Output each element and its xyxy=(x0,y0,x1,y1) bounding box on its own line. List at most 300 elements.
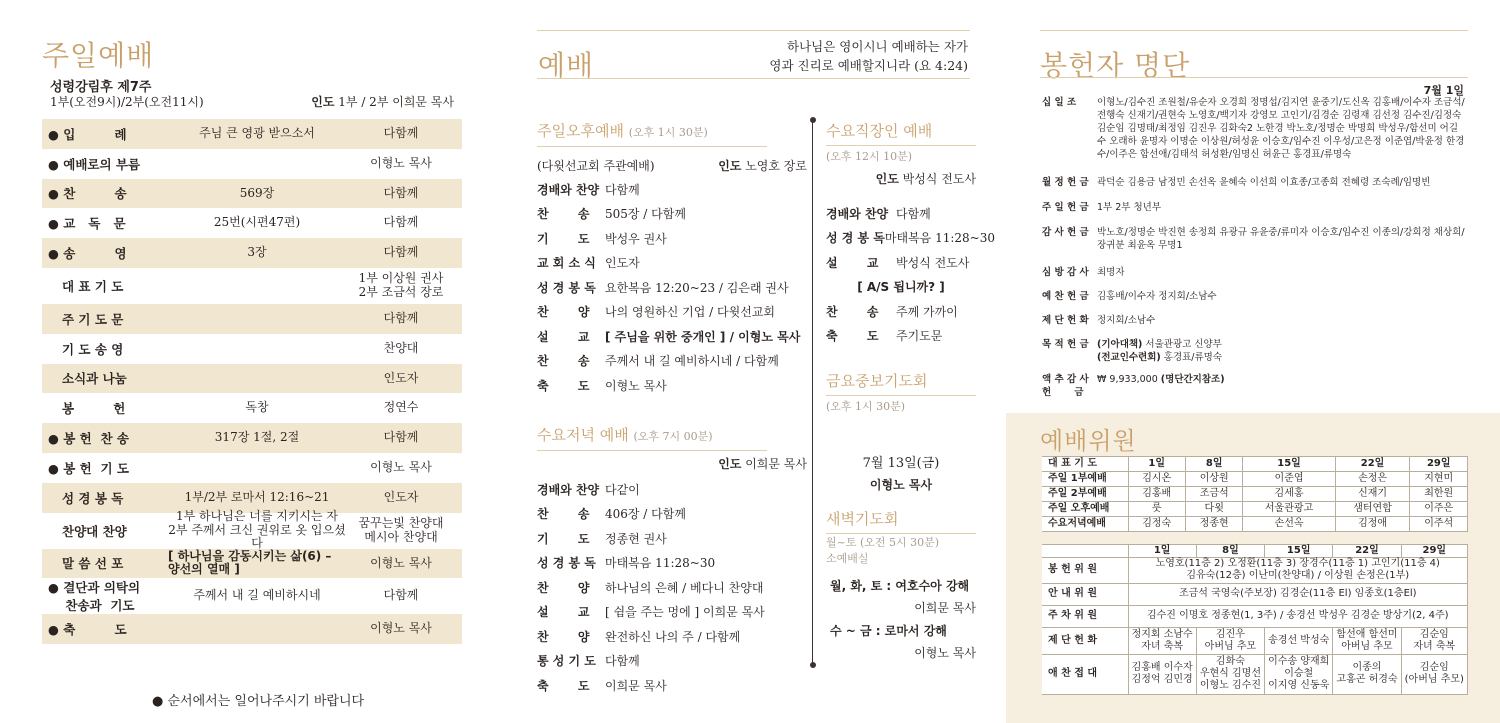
service-row xyxy=(826,324,976,349)
table-cell: 노영호(11층 2) 오정환(11층 3) 장경수(11층 1) 고인기(11층 4) 김유숙(12층) 이난미(찬양대) / 이상원 손정은(1부) xyxy=(1128,558,1468,583)
service-item-detail: 이희문 목사 xyxy=(605,678,667,693)
dawn-line-2: 수 ~ 금 : 로마서 강해 xyxy=(830,623,947,638)
service-item-name: 교 회 소 식 xyxy=(537,256,596,271)
service-item-detail: 마태복음 11:28~30 xyxy=(605,556,716,571)
service-item-name: 경배와 찬양 xyxy=(537,482,600,497)
committee-title: 예배위원 xyxy=(1040,427,1137,455)
donor-group: (기아대책) xyxy=(1097,339,1143,350)
donor-names xyxy=(1097,201,1467,214)
top-divider xyxy=(1040,30,1468,31)
table-row xyxy=(1042,627,1468,654)
dawn-time: 월~토 (오전 5시 30분) xyxy=(826,536,940,549)
donor-category: 십 일 조 xyxy=(1042,97,1077,108)
service-row xyxy=(537,202,807,227)
table-cell: 주일 1부예배 xyxy=(1042,472,1128,487)
service-row xyxy=(537,300,807,325)
leader-name: 1부 / 2부 이희문 목사 xyxy=(338,95,454,109)
standing-note: ● 순서에서는 일어나주시기 바랍니다 xyxy=(152,694,365,709)
donor-row xyxy=(1042,338,1467,364)
order-item-name: 대 표 기 도 xyxy=(62,278,124,294)
table-header-cell: 1일 xyxy=(1128,457,1185,472)
service-row xyxy=(537,575,807,600)
column-divider xyxy=(812,120,813,665)
table-cell: 이주석 xyxy=(1410,517,1468,532)
prayer-schedule-table xyxy=(1042,456,1468,532)
friday-prayer-meeting xyxy=(826,370,976,493)
table-cell: 조금석 국영숙(주보장) 김경순(11층 El) 임종호(1층El) xyxy=(1128,583,1468,605)
order-item-detail: 독창 xyxy=(245,400,269,415)
dawn-place: 소예배실 xyxy=(826,552,869,566)
order-row xyxy=(42,334,462,364)
service-item-name: 경배와 찬양 xyxy=(537,182,600,197)
table-header-row xyxy=(1042,457,1468,472)
service-item-detail: 마태복음 11:28~30 xyxy=(884,231,995,246)
wed-work-leader-name: 박성식 전도사 xyxy=(902,172,976,186)
service-row xyxy=(537,502,807,527)
table-cell: 김홍배 xyxy=(1128,487,1185,502)
pm-host: (다윗선교회 주관예배) xyxy=(537,158,655,173)
table-cell: 정종현 xyxy=(1185,517,1242,532)
donor-category: 액 추 감 사 헌 금 xyxy=(1042,374,1089,399)
wed-evening-title xyxy=(537,424,767,451)
sunday-afternoon-service xyxy=(537,120,807,398)
donor-line xyxy=(1097,351,1467,364)
donor-text: 1부 2부 청년부 xyxy=(1097,202,1162,213)
service-item-detail: 요한복음 12:20~23 / 김은래 권사 xyxy=(605,280,789,295)
order-row xyxy=(42,614,462,644)
table-cell: 손선옥 xyxy=(1243,517,1335,532)
service-row xyxy=(826,226,995,251)
order-item-name: ● 교 독 문 xyxy=(48,216,126,232)
order-item-name: ● 결단과 의탁의 찬송과 기도 xyxy=(48,580,141,614)
pm-order xyxy=(537,177,807,398)
service-item-name: 찬 송 xyxy=(537,354,590,369)
order-row xyxy=(42,364,462,394)
service-item-detail: 주기도문 xyxy=(896,329,943,344)
donor-text: 정지회/소남수 xyxy=(1097,315,1156,326)
service-row xyxy=(537,275,807,300)
service-item-name: 찬 송 xyxy=(537,207,590,222)
service-item-detail: [ 쉼을 주는 멍에 ] 이희문 목사 xyxy=(605,605,765,620)
service-item-name: 설 교 xyxy=(537,329,590,344)
table-cell: 최한원 xyxy=(1410,487,1468,502)
service-item-detail: 나의 영원하신 기업 / 다윗선교회 xyxy=(605,305,775,320)
sunday-leader xyxy=(311,93,454,110)
pm-leader xyxy=(718,157,807,174)
order-item-name: ● 찬 송 xyxy=(48,186,127,202)
wed-work-order xyxy=(826,201,995,275)
table-header-row xyxy=(1042,545,1468,558)
order-row xyxy=(42,208,462,238)
table-cell: 김세홍 xyxy=(1243,487,1335,502)
donor-names xyxy=(1097,226,1467,252)
order-item-leader: 다함께 xyxy=(383,310,419,325)
service-item-name: 축 도 xyxy=(537,378,590,393)
table-header-cell: 15일 xyxy=(1243,457,1335,472)
order-item-detail: 1부/2부 로마서 12:16~21 xyxy=(184,489,330,504)
service-item-name: 찬 양 xyxy=(537,629,590,644)
table-cell: 김정숙 xyxy=(1128,517,1185,532)
table-cell: 손정은 xyxy=(1335,472,1410,487)
donor-names xyxy=(1097,266,1467,279)
table-cell: 다윗 xyxy=(1185,502,1242,517)
order-row xyxy=(42,393,462,423)
service-item-detail: 박성우 권사 xyxy=(605,231,667,246)
service-row xyxy=(537,349,807,374)
wed-evening-leader-label: 인도 xyxy=(718,457,742,471)
service-item-name: 축 도 xyxy=(826,329,879,344)
order-row xyxy=(42,423,462,453)
table-header-cell: 8일 xyxy=(1185,457,1242,472)
donor-names xyxy=(1097,290,1467,303)
donor-category: 예 찬 헌 금 xyxy=(1042,291,1089,302)
order-row xyxy=(42,149,462,179)
donor-row xyxy=(1042,266,1467,279)
table-row-label: 애 찬 접 대 xyxy=(1042,654,1128,694)
service-item-detail: 하나님의 은혜 / 베다니 찬양대 xyxy=(605,580,764,595)
service-item-detail: 박성식 전도사 xyxy=(896,255,970,270)
service-times: 1부(오전9시)/2부(오전11시) xyxy=(50,95,204,109)
wed-work-order-2 xyxy=(826,299,976,348)
service-item-name: 성 경 봉 독 xyxy=(537,280,596,295)
table-row xyxy=(1042,583,1468,605)
order-item-name: ● 봉 헌 찬 송 xyxy=(48,431,129,447)
donor-note: (명단간지참조) xyxy=(1160,374,1225,385)
donors-title: 봉헌자 명단 xyxy=(1040,49,1191,82)
order-item-leader: 다함께 xyxy=(383,245,419,260)
dawn-prayer-meeting xyxy=(826,508,976,661)
order-item-name: ● 봉 헌 기 도 xyxy=(48,460,129,476)
order-item-detail: 1부 하나님은 너를 지키시는 자 2부 주께서 크신 권위로 옷 입으셨다 xyxy=(168,508,346,551)
service-item-detail: 인도자 xyxy=(605,256,640,271)
order-item-name: 말 씀 선 포 xyxy=(62,556,124,572)
table-row xyxy=(1042,487,1468,502)
wednesday-workers-service xyxy=(826,120,995,348)
order-item-name: 찬양대 찬양 xyxy=(62,523,127,539)
table-header-cell: 22일 xyxy=(1333,545,1401,558)
table-cell: 함선애 함선미 아버님 추모 xyxy=(1333,627,1401,654)
order-item-leader: 다함께 xyxy=(383,588,419,603)
wed-evening-leader xyxy=(537,455,807,477)
service-row xyxy=(537,624,807,649)
donor-names xyxy=(1097,96,1467,162)
order-item-leader: 1부 이상원 권사 2부 조금석 장로 xyxy=(358,271,444,299)
service-row xyxy=(537,673,807,698)
service-item-detail: 406장 / 다함께 xyxy=(605,507,686,522)
service-row xyxy=(537,251,807,276)
table-cell: 정지회 소남수 자녀 축복 xyxy=(1128,627,1196,654)
order-row xyxy=(42,119,462,149)
donors-date: 7월 1일 xyxy=(1423,84,1464,97)
order-item-name: 소식과 나눔 xyxy=(62,371,127,387)
order-item-detail: 3장 xyxy=(247,245,267,260)
service-row xyxy=(537,526,807,551)
donor-category: 목 적 헌 금 xyxy=(1042,339,1089,350)
service-row xyxy=(537,551,807,576)
table-header-cell: 15일 xyxy=(1265,545,1333,558)
order-item-detail: 569장 xyxy=(239,185,275,200)
table-row xyxy=(1042,472,1468,487)
service-item-name: 설 교 xyxy=(537,605,590,620)
service-item-name: 성 경 봉 독 xyxy=(537,556,596,571)
table-cell: 조금석 xyxy=(1185,487,1242,502)
wed-work-leader-label: 인도 xyxy=(875,172,899,186)
service-item-name: 기 도 xyxy=(537,531,590,546)
order-item-leader: 인도자 xyxy=(383,370,419,385)
table-cell: 김순임 자녀 축복 xyxy=(1401,627,1467,654)
order-item-name: ● 예배로의 부름 xyxy=(48,156,141,172)
donor-row xyxy=(1042,314,1467,327)
order-row xyxy=(42,238,462,268)
service-item-detail: 완전하신 나의 주 / 다함께 xyxy=(605,629,741,644)
table-row-label: 제 단 헌 화 xyxy=(1042,627,1128,654)
donor-text: 곽덕순 김용금 남정민 손선옥 윤혜숙 이선희 이효종/고종희 전혜령 조숙례/임명빈 xyxy=(1097,177,1431,188)
service-item-detail: 이형노 목사 xyxy=(605,378,667,393)
service-item-name: 통 성 기 도 xyxy=(537,654,596,669)
donor-text: ₩ 9,933,000 xyxy=(1097,374,1161,385)
order-row xyxy=(42,453,462,483)
donor-group: (전교인수련회) xyxy=(1097,352,1161,364)
order-item-name: ● 입 례 xyxy=(48,126,127,142)
service-item-detail: 505장 / 다함께 xyxy=(605,207,686,222)
order-item-leader: 인도자 xyxy=(383,489,419,504)
table-row-label: 안 내 위 원 xyxy=(1042,583,1128,605)
table-header-cell xyxy=(1042,545,1128,558)
order-item-leader: 찬양대 xyxy=(383,340,419,355)
order-item-name: 주 기 도 문 xyxy=(62,311,124,327)
service-row xyxy=(537,649,807,674)
donor-text: 이형노/김수진 조원철/유순자 오경희 정명섭/김지연 윤중기/도신옥 김홍배/이수자 조금석/전행숙 신재기/권현숙 노영호/백기자 강영모 고인기/김경순 김령재 김선정 김수진/김정숙 김순임 김명태/최정임 김진우 김화숙2 노한경 박노호/정명순 박명희 박성우/함선미 어길수 오래하 윤명자 이명순 이상원/허성윤 이승호/임수진 이우성/고은정 이준엽/박윤정 한경수/이주은 함선애/김태석 허성환/임명신 허윤근 홍경표/류명숙 xyxy=(1097,97,1465,161)
table-cell: 김순임 (아버님 추모) xyxy=(1401,654,1467,694)
table-row-label: 주 차 위 원 xyxy=(1042,605,1128,627)
donor-row xyxy=(1042,373,1467,399)
service-item-name: 축 도 xyxy=(537,678,590,693)
committee-schedule-table xyxy=(1042,544,1468,695)
order-item-leader: 꿈꾸는빛 찬양대 메시아 찬양대 xyxy=(358,515,444,544)
table-cell: 신재기 xyxy=(1335,487,1410,502)
order-row xyxy=(42,578,462,614)
table-cell: 이상원 xyxy=(1185,472,1242,487)
order-item-leader: 이형노 목사 xyxy=(370,155,432,170)
scripture-quote xyxy=(769,38,968,76)
order-item-leader: 정연수 xyxy=(383,400,419,415)
table-cell: 수요저녁예배 xyxy=(1042,517,1128,532)
worship-column xyxy=(500,0,1000,723)
sunday-worship-column xyxy=(0,0,500,723)
table-row xyxy=(1042,605,1468,627)
donor-names xyxy=(1097,338,1467,364)
table-cell: 주일 오후예배 xyxy=(1042,502,1128,517)
service-row xyxy=(537,177,807,202)
table-header-cell: 대 표 기 도 xyxy=(1042,457,1128,472)
table-cell: 김수진 이명호 정종현(1, 3주) / 송경선 박성우 김경순 방상기(2, 4주) xyxy=(1128,605,1468,627)
table-header-cell: 22일 xyxy=(1335,457,1410,472)
friday-time: (오후 1시 30분) xyxy=(826,400,906,413)
donor-text: 김홍배/이수자 정지회/소남수 xyxy=(1097,291,1217,302)
donor-text: 최명자 xyxy=(1097,267,1125,278)
pm-title-text: 주일오후예배 xyxy=(537,122,624,140)
donor-category: 월 정 헌 금 xyxy=(1042,177,1089,188)
worship-title: 예배 xyxy=(538,49,595,82)
table-row xyxy=(1042,502,1468,517)
liturgical-week: 성령강림후 제7주 xyxy=(50,80,152,95)
service-item-name: 찬 양 xyxy=(537,305,590,320)
pm-service-title xyxy=(537,120,767,147)
table-cell: 서울관광고 xyxy=(1243,502,1335,517)
header-divider xyxy=(537,78,970,79)
pm-time: (오후 1시 30분) xyxy=(628,126,708,139)
service-item-detail: 다함께 xyxy=(605,654,640,669)
quote-line-1: 하나님은 영이시니 예배하는 자가 xyxy=(787,39,968,54)
table-row xyxy=(1042,558,1468,583)
table-header-cell: 1일 xyxy=(1128,545,1196,558)
service-row xyxy=(537,324,807,349)
pm-leader-label: 인도 xyxy=(718,158,742,173)
table-row xyxy=(1042,517,1468,532)
wed-evening-order xyxy=(537,477,807,698)
order-item-name: 기 도 송 영 xyxy=(62,341,124,357)
table-header-cell: 29일 xyxy=(1401,545,1467,558)
donor-row xyxy=(1042,226,1467,252)
service-row xyxy=(537,477,807,502)
donor-row xyxy=(1042,201,1467,214)
donor-names xyxy=(1097,373,1467,399)
order-item-name: ● 축 도 xyxy=(48,622,127,638)
order-item-name: 성 경 봉 독 xyxy=(62,490,124,506)
quote-line-2: 영과 진리로 예배할지니라 (요 4:24) xyxy=(769,57,968,73)
header-divider xyxy=(1040,77,1468,78)
order-item-name: ● 송 영 xyxy=(48,246,127,262)
service-item-name: 기 도 xyxy=(537,231,590,246)
pm-leader-name: 노영호 장로 xyxy=(745,158,807,173)
order-item-name: 봉 헌 xyxy=(62,401,126,417)
donor-category: 주 일 헌 금 xyxy=(1042,202,1089,213)
service-item-name: 찬 송 xyxy=(826,304,879,319)
donor-group-names: 홍경표/류명숙 xyxy=(1160,352,1223,364)
friday-title: 금요중보기도회 xyxy=(826,370,976,396)
service-row xyxy=(826,299,976,324)
table-cell: 룻 xyxy=(1128,502,1185,517)
donor-names xyxy=(1097,176,1467,189)
order-item-leader: 다함께 xyxy=(383,126,419,140)
donor-category: 감 사 헌 금 xyxy=(1042,227,1089,238)
service-row xyxy=(537,600,807,625)
order-item-leader: 이형노 목사 xyxy=(370,555,432,570)
service-item-name: 찬 양 xyxy=(537,580,590,595)
table-cell: 김진우 아버님 추모 xyxy=(1196,627,1264,654)
friday-leader: 이형노 목사 xyxy=(869,478,933,492)
wed-work-time: (오후 12시 10분) xyxy=(826,150,913,163)
table-cell: 이수송 양재희 이승철 이지영 신동욱 xyxy=(1265,654,1333,694)
wed-work-title: 수요직장인 예배 xyxy=(826,120,976,146)
donor-row xyxy=(1042,96,1467,162)
donor-row xyxy=(1042,176,1467,189)
table-cell: 지현미 xyxy=(1410,472,1468,487)
service-item-detail: 정종현 권사 xyxy=(605,531,667,546)
table-cell: 김시온 xyxy=(1128,472,1185,487)
donor-line xyxy=(1097,338,1467,351)
order-item-detail: 주님 큰 영광 받으소서 xyxy=(199,126,315,140)
wed-evening-title-text: 수요저녁 예배 xyxy=(537,426,629,444)
dawn-title: 새벽기도회 xyxy=(826,508,976,534)
table-cell: 이준엽 xyxy=(1243,472,1335,487)
order-item-detail: 25번(시편47편) xyxy=(213,215,301,230)
service-item-name: 찬 송 xyxy=(537,507,590,522)
table-row xyxy=(1042,654,1468,694)
service-row xyxy=(537,226,807,251)
wed-evening-time: (오후 7시 00분) xyxy=(633,430,713,443)
sunday-worship-title: 주일예배 xyxy=(42,39,155,72)
order-row xyxy=(42,304,462,334)
table-cell: 이주은 xyxy=(1410,502,1468,517)
wed-work-sermon: [ A/S 됩니까? ] xyxy=(857,279,945,294)
donor-row xyxy=(1042,290,1467,303)
order-item-detail: 317장 1절, 2절 xyxy=(214,430,300,445)
donor-names xyxy=(1097,314,1467,327)
wed-work-leader xyxy=(826,170,976,187)
table-cell: 주일 2부예배 xyxy=(1042,487,1128,502)
order-row xyxy=(42,268,462,304)
service-item-detail: 다함께 xyxy=(605,182,640,197)
order-item-detail: 주께서 내 길 예비하시네 xyxy=(193,588,321,603)
service-row xyxy=(826,201,976,226)
table-header-cell: 8일 xyxy=(1196,545,1264,558)
table-cell: 김정애 xyxy=(1335,517,1410,532)
table-cell: 샘터연합 xyxy=(1335,502,1410,517)
donor-group-names: 서울관광고 신양부 xyxy=(1142,339,1222,350)
order-of-service xyxy=(42,119,462,644)
service-item-detail xyxy=(605,328,800,345)
table-cell: 김홍배 이수자 김정억 김민경 xyxy=(1128,654,1196,694)
service-item-name: 설 교 xyxy=(826,255,879,270)
service-item-name: 경배와 찬양 xyxy=(826,206,889,221)
donor-category: 심 방 감 사 xyxy=(1042,267,1089,278)
donor-category: 제 단 헌 화 xyxy=(1042,315,1089,326)
order-item-leader: 다함께 xyxy=(383,430,419,445)
wed-evening-leader-name: 이희문 목사 xyxy=(745,457,807,471)
order-item-detail: [ 하나님을 감동시키는 삶(6) – 양선의 열매 ] xyxy=(168,548,332,577)
table-header-cell: 29일 xyxy=(1410,457,1468,472)
table-cell: 이종의 고홍곤 허경숙 xyxy=(1333,654,1401,694)
order-row xyxy=(42,508,462,551)
dawn-lead-1: 이희문 목사 xyxy=(914,600,976,615)
dawn-lead-2: 이형노 목사 xyxy=(914,645,976,660)
service-item-detail: 주께 가까이 xyxy=(896,304,958,319)
order-item-leader: 다함께 xyxy=(383,185,419,200)
service-item-detail: 주께서 내 길 예비하시네 / 다함께 xyxy=(605,354,779,369)
order-item-leader: 다함께 xyxy=(383,215,419,230)
table-cell: 김화숙 우현식 김명선 이형노 김수진 xyxy=(1196,654,1264,694)
wednesday-evening-service xyxy=(537,424,807,698)
donor-text: 박노호/정명순 박진현 송정희 유광규 유윤중/류미자 이승호/임수진 이종의/강희정 채상희/장귀분 최윤옥 무명1 xyxy=(1097,227,1465,252)
worship-committee-panel xyxy=(1006,413,1500,723)
order-row xyxy=(42,549,462,579)
order-item-leader: 이형노 목사 xyxy=(370,459,432,474)
service-item-name: 성 경 봉 독 xyxy=(826,231,885,246)
top-divider xyxy=(537,30,970,31)
service-item-bold: [ 주님을 위한 중개인 ] / 이형노 목사 xyxy=(605,329,801,344)
leader-label: 인도 xyxy=(311,95,335,109)
service-item-detail: 다함께 xyxy=(896,206,931,221)
table-row-label: 봉 헌 위 원 xyxy=(1042,558,1128,583)
order-item-leader: 이형노 목사 xyxy=(370,621,432,636)
order-row xyxy=(42,179,462,209)
friday-date: 7월 13일(금) xyxy=(862,456,940,471)
dawn-line-1: 월, 화, 토 : 여호수아 강해 xyxy=(830,578,970,593)
service-item-detail: 다같이 xyxy=(605,482,640,497)
service-row xyxy=(537,373,807,398)
service-row xyxy=(826,250,976,275)
